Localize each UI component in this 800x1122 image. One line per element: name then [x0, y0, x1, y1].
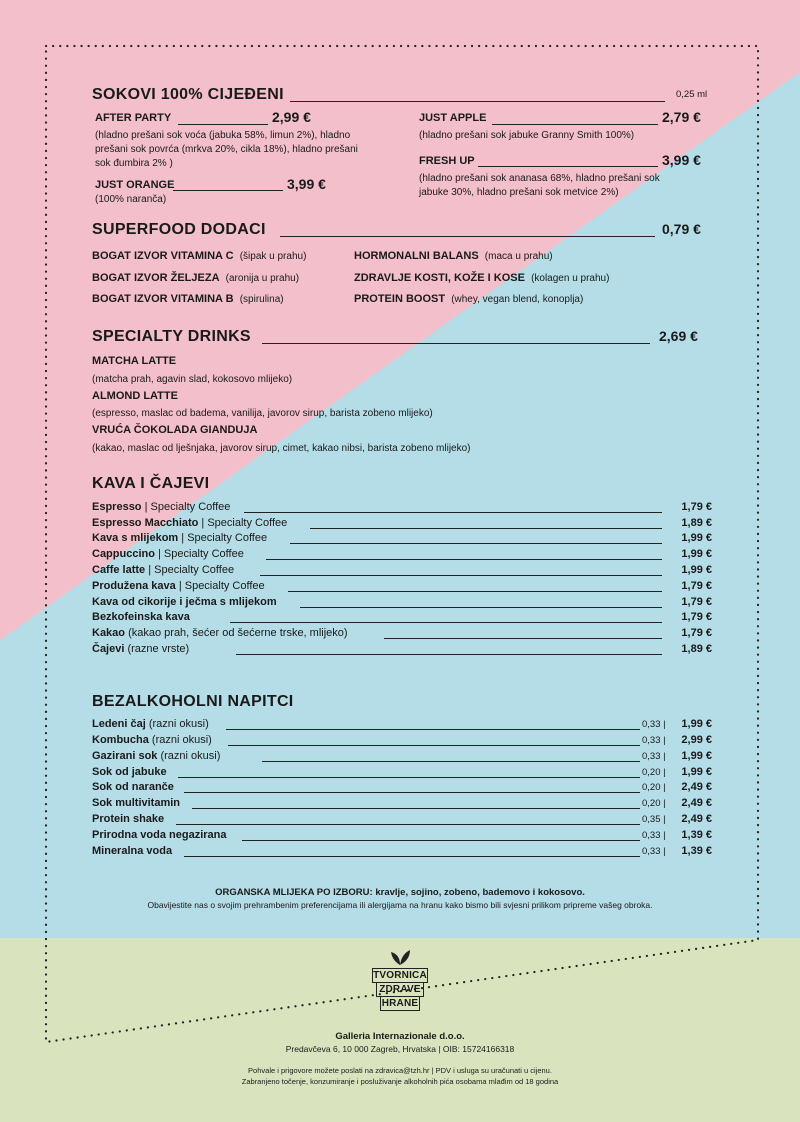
menu-row: Caffe latte | Specialty Coffee 1,99 €	[92, 564, 712, 576]
milk-note: ORGANSKA MLIJEKA PO IZBORU: kravlje, sojino, zobeno, bademovo i kokosovo.	[215, 887, 585, 898]
specialty-item-name: ALMOND LATTE	[92, 390, 178, 402]
menu-row: Ledeni čaj (razni okusi) 0,33 | 1,99 €	[92, 718, 712, 730]
item-price: 3,99 €	[662, 152, 701, 168]
section-title-superfood: SUPERFOOD DODACI	[92, 221, 266, 238]
superfood-item: BOGAT IZVOR VITAMINA B (spirulina)	[92, 293, 284, 305]
menu-row: Bezkofeinska kava 1,79 €	[92, 611, 712, 623]
item-price: 3,99 €	[287, 176, 326, 192]
item-desc: (hladno prešani sok ananasa 68%, hladno prešani sok jabuke 30%, hladno prešani sok metvice 2%)	[419, 173, 660, 198]
leaf-icon	[388, 948, 412, 966]
item-desc: (100% naranča)	[95, 194, 167, 205]
item-price: 2,99 €	[272, 109, 311, 125]
menu-row: Protein shake 0,35 | 2,49 €	[92, 813, 712, 825]
menu-row: Cappuccino | Specialty Coffee 1,99 €	[92, 548, 712, 560]
logo: TVORNICA ZDRAVE HRANE	[373, 970, 427, 1009]
section-title-sokovi: SOKOVI 100% CIJEĐENI	[92, 86, 284, 103]
menu-row: Prirodna voda negazirana 0,33 | 1,39 €	[92, 829, 712, 841]
specialty-item-desc: (kakao, maslac od lješnjaka, javorov sirup, cimet, kakao nibsi, barista zobeno mlijeko)	[92, 443, 471, 454]
superfood-item: HORMONALNI BALANS (maca u prahu)	[354, 250, 553, 262]
footer-note-2: Zabranjeno točenje, konzumiranje i posluživanje alkoholnih pića osobama mlađim od 18 godina	[241, 1077, 559, 1086]
superfood-item: BOGAT IZVOR VITAMINA C (šipak u prahu)	[92, 250, 307, 262]
specialty-item-name: VRUĆA ČOKOLADA GIANDUJA	[92, 424, 258, 436]
item-price: 2,79 €	[662, 109, 701, 125]
menu-row: Produžena kava | Specialty Coffee 1,79 €	[92, 580, 712, 592]
specialty-item-desc: (matcha prah, agavin slad, kokosovo mlijeko)	[92, 374, 293, 385]
footer-note-1: Pohvale i prigovore možete poslati na zdravica@tzh.hr | PDV i usluga su uračunati u cijenu.	[248, 1066, 552, 1075]
section-title-bezalkoholni: BEZALKOHOLNI NAPITCI	[92, 693, 294, 710]
menu-row: Mineralna voda 0,33 | 1,39 €	[92, 845, 712, 857]
menu-row: Kava s mlijekom | Specialty Coffee 1,99 €	[92, 532, 712, 544]
company-address: Predavčeva 6, 10 000 Zagreb, Hrvatska | OIB: 15724166318	[285, 1044, 515, 1054]
superfood-item: ZDRAVLJE KOSTI, KOŽE I KOSE (kolagen u prahu)	[354, 272, 610, 284]
allergy-note: Obavijestite nas o svojim prehrambenim preferencijama ili alergijama na hranu kako bismo bili svjesni prilikom pripreme vašeg obroka.	[147, 900, 653, 910]
menu-row: Espresso | Specialty Coffee 1,79 €	[92, 501, 712, 513]
section-title-specialty: SPECIALTY DRINKS	[92, 328, 251, 345]
item-desc: (hladno prešani sok jabuke Granny Smith 100%)	[419, 130, 635, 141]
superfood-item: PROTEIN BOOST (whey, vegan blend, konoplja)	[354, 293, 584, 305]
section-title-kava: KAVA I ČAJEVI	[92, 475, 210, 492]
superfood-item: BOGAT IZVOR ŽELJEZA (aronija u prahu)	[92, 272, 300, 284]
divider	[290, 101, 665, 102]
specialty-item-name: MATCHA LATTE	[92, 355, 177, 367]
menu-row: Kakao (kakao prah, šećer od šećerne trske, mlijeko) 1,79 €	[92, 627, 712, 639]
menu-row: Sok od naranče 0,20 | 2,49 €	[92, 781, 712, 793]
menu-row: Kava od cikorije i ječma s mlijekom 1,79 €	[92, 596, 712, 608]
specialty-price: 2,69 €	[659, 328, 698, 344]
item-name: JUST ORANGE	[95, 179, 175, 191]
item-name: AFTER PARTY	[95, 112, 172, 124]
item-name: JUST APPLE	[419, 112, 487, 124]
menu-row: Kombucha (razni okusi) 0,33 | 2,99 €	[92, 734, 712, 746]
specialty-item-desc: (espresso, maslac od badema, vanilija, javorov sirup, barista zobeno mlijeko)	[92, 408, 433, 419]
menu-row: Čajevi (razne vrste) 1,89 €	[92, 643, 712, 655]
item-desc: (hladno prešani sok voća (jabuka 58%, limun 2%), hladno prešani sok povrća (mrkva 20%, cikla 18%), hladno prešani sok đumbira 2% )	[95, 130, 358, 169]
sokovi-volume: 0,25 ml	[676, 89, 708, 100]
menu-row: Gazirani sok (razni okusi) 0,33 | 1,99 €	[92, 750, 712, 762]
menu-row: Espresso Macchiato | Specialty Coffee 1,89 €	[92, 517, 712, 529]
menu-row: Sok multivitamin 0,20 | 2,49 €	[92, 797, 712, 809]
superfood-price: 0,79 €	[662, 221, 701, 237]
item-name: FRESH UP	[419, 155, 475, 167]
company-name: Galleria Internazionale d.o.o.	[335, 1031, 465, 1042]
menu-row: Sok od jabuke 0,20 | 1,99 €	[92, 766, 712, 778]
